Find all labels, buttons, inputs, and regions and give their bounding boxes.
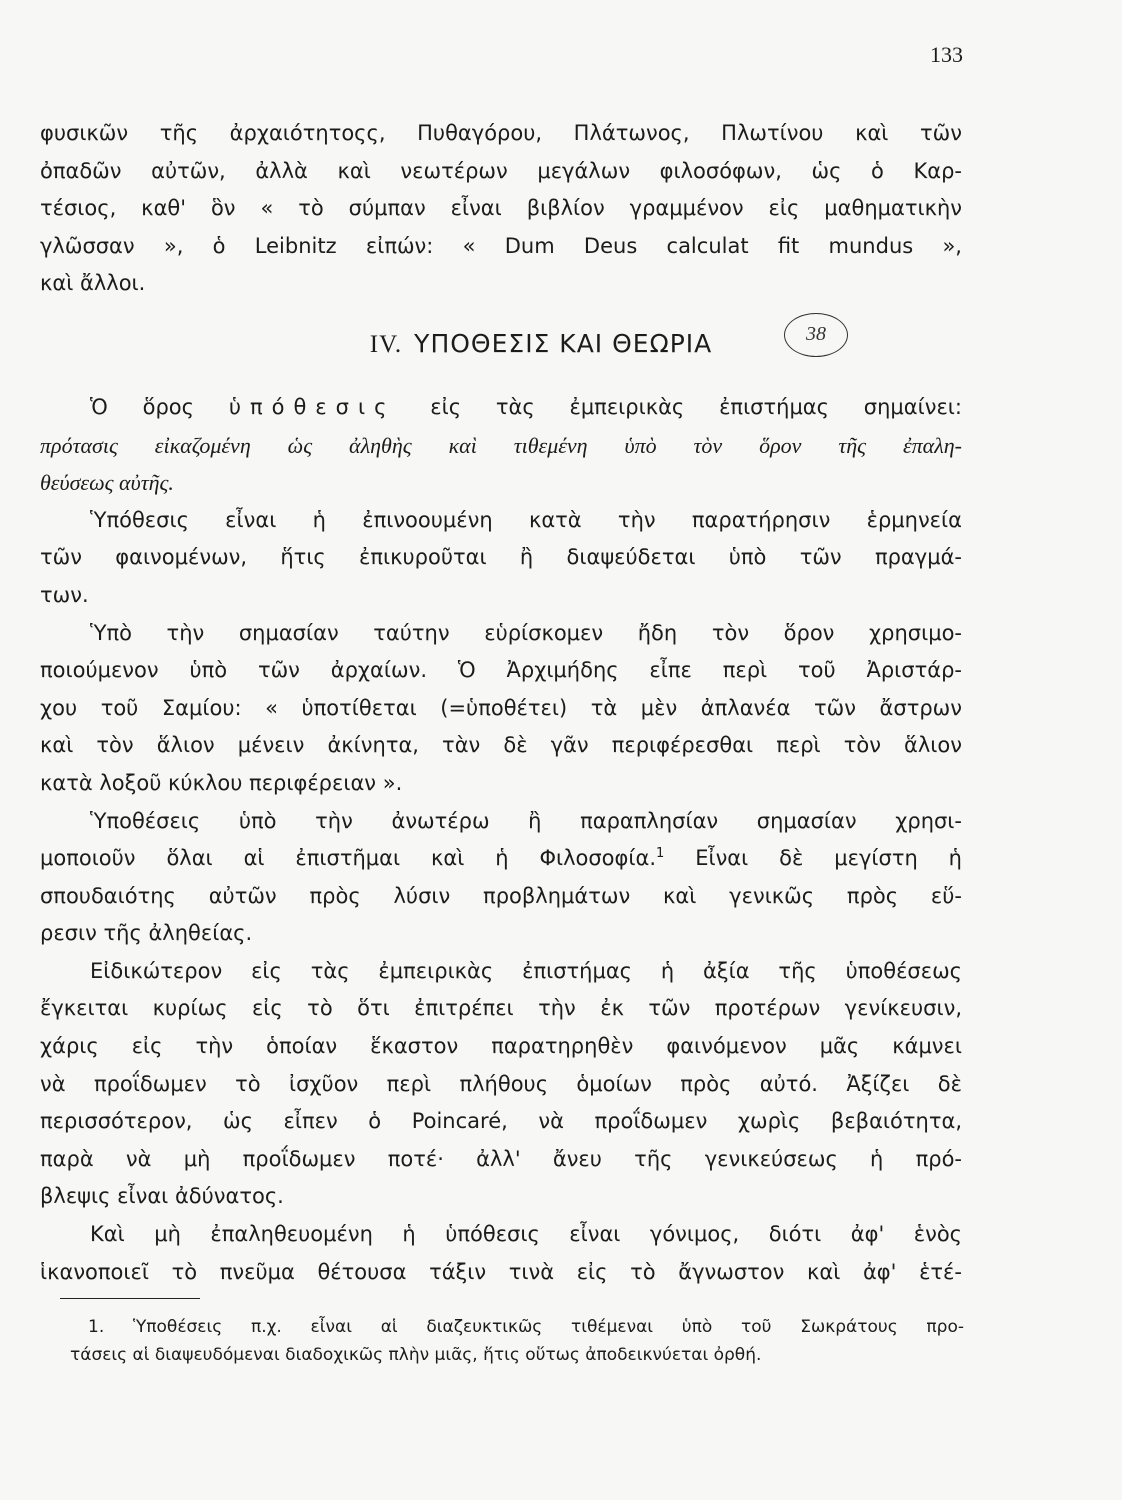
section-title-text: ΥΠΟΘΕΣΙΣ ΚΑΙ ΘΕΩΡΙΑ	[414, 328, 713, 358]
italic-definition-line: πρότασις εἰκαζομένη ὡς ἀληθὴς καὶ τιθεμένη ὑπὸ τὸν ὅρον τῆς ἐπαλη-	[40, 432, 962, 458]
section-title	[290, 325, 713, 364]
body-text	[40, 115, 962, 1291]
text-line: τέσιος, καθ' ὃν « τὸ σύμπαν εἶναι βιβλίον γραμμένον εἰς μαθηματικὴν	[40, 196, 962, 221]
footnote-reference: 1	[656, 846, 665, 862]
text-line: καὶ ἄλλοι.	[40, 271, 146, 296]
paragraph-line: βλεψις εἶναι ἀδύνατος.	[40, 1184, 284, 1209]
paragraph-line: κατὰ λοξοῦ κύκλου περιφέρειαν ».	[40, 770, 403, 795]
footnote-divider	[60, 1298, 200, 1299]
paragraph-line	[40, 840, 962, 878]
handwritten-archive-mark: 38	[784, 313, 848, 357]
footnote-line: 1. Ὑποθέσεις π.χ. εἶναι αἱ διαζευκτικῶς τιθέμεναι ὑπὸ τοῦ Σωκράτους προ-	[88, 1317, 964, 1337]
paragraph-text: μοποιοῦν ὅλαι αἱ ἐπιστῆμαι καὶ ἡ Φιλοσοφία.	[40, 846, 657, 871]
paragraph-line: τῶν φαινομένων, ἥτις ἐπικυροῦται ἢ διαψεύδεται ὑπὸ τῶν πραγμά-	[40, 545, 962, 570]
section-heading	[40, 303, 962, 379]
italic-definition-line: θεύσεως αὐτῆς.	[40, 470, 174, 496]
paragraph-line: ἔγκειται κυρίως εἰς τὸ ὅτι ἐπιτρέπει τὴν ἐκ τῶν προτέρων γενίκευσιν,	[40, 996, 962, 1021]
paragraph-text: Εἶναι δὲ μεγίστη ἡ	[664, 846, 962, 871]
section-number: IV.	[369, 330, 403, 358]
paragraph-line	[40, 389, 962, 427]
page-number: 133	[930, 42, 963, 67]
paragraph-start: Ὁ ὅρος	[90, 394, 194, 419]
paragraph-line: ποιούμενον ὑπὸ τῶν ἀρχαίων. Ὁ Ἀρχιμήδης εἶπε περὶ τοῦ Ἀριστάρ-	[40, 658, 962, 683]
paragraph-line: των.	[40, 582, 89, 607]
paragraph-line: Ὑπὸ τὴν σημασίαν ταύτην εὑρίσκομεν ἤδη τὸν ὅρον χρησιμο-	[90, 620, 962, 645]
paragraph-line: Ὑπόθεσις εἶναι ἡ ἐπινοουμένη κατὰ τὴν παρατήρησιν ἑρμηνεία	[90, 507, 962, 532]
paragraph-line: χου τοῦ Σαμίου: « ὑποτίθεται (=ὑποθέτει) τὰ μὲν ἀπλανέα τῶν ἄστρων	[40, 695, 962, 720]
paragraph-line: Ὑποθέσεις ὑπὸ τὴν ἀνωτέρω ἢ παραπλησίαν σημασίαν χρησι-	[90, 808, 962, 833]
text-line: ὀπαδῶν αὐτῶν, ἀλλὰ καὶ νεωτέρων μεγάλων φιλοσόφων, ὡς ὁ Καρ-	[40, 158, 962, 183]
paragraph-line: καὶ τὸν ἅλιον μένειν ἀκίνητα, τὰν δὲ γᾶν περιφέρεσθαι περὶ τὸν ἅλιον	[40, 733, 962, 758]
paragraph-line: σπουδαιότης αὐτῶν πρὸς λύσιν προβλημάτων καὶ γενικῶς πρὸς εὕ-	[40, 883, 962, 908]
paragraph-line: χάρις εἰς τὴν ὁποίαν ἕκαστον παρατηρηθὲν φαινόμενον μᾶς κάμνει	[40, 1034, 962, 1059]
paragraph-line: ἱκανοποιεῖ τὸ πνεῦμα θέτουσα τάξιν τινὰ εἰς τὸ ἄγνωστον καὶ ἀφ' ἑτέ-	[40, 1259, 962, 1284]
text-line: γλῶσσαν », ὁ Leibnitz εἰπών: « Dum Deus calculat fit mundus »,	[40, 233, 962, 258]
paragraph-line: ρεσιν τῆς ἀληθείας.	[40, 921, 253, 946]
paragraph-line: παρὰ νὰ μὴ προΐδωμεν ποτέ· ἀλλ' ἄνευ τῆς γενικεύσεως ἡ πρό-	[40, 1146, 962, 1171]
paragraph-rest: εἰς τὰς ἐμπειρικὰς ἐπιστήμας σημαίνει:	[430, 394, 962, 419]
paragraph-line: νὰ προΐδωμεν τὸ ἰσχῦον περὶ πλήθους ὁμοίων πρὸς αὐτό. Ἀξίζει δὲ	[40, 1071, 962, 1096]
spaced-term: ὑπόθεσις	[228, 394, 396, 419]
text-line: φυσικῶν τῆς ἀρχαιότητοςς, Πυθαγόρου, Πλάτωνος, Πλωτίνου καὶ τῶν	[40, 121, 962, 145]
paragraph-line: Καὶ μὴ ἐπαληθευομένη ἡ ὑπόθεσις εἶναι γόνιμος, διότι ἀφ' ἑνὸς	[90, 1222, 962, 1247]
paragraph-line: περισσότερον, ὡς εἶπεν ὁ Poincaré, νὰ προΐδωμεν χωρὶς βεβαιότητα,	[40, 1109, 962, 1134]
paragraph-line: Εἰδικώτερον εἰς τὰς ἐμπειρικὰς ἐπιστήμας ἡ ἀξία τῆς ὑποθέσεως	[90, 958, 962, 983]
footnote-line: τάσεις αἱ διαψευδόμεναι διαδοχικῶς πλὴν μιᾶς, ἥτις οὕτως ἀποδεικνύεται ὀρθή.	[70, 1345, 762, 1365]
footnote	[70, 1313, 964, 1369]
